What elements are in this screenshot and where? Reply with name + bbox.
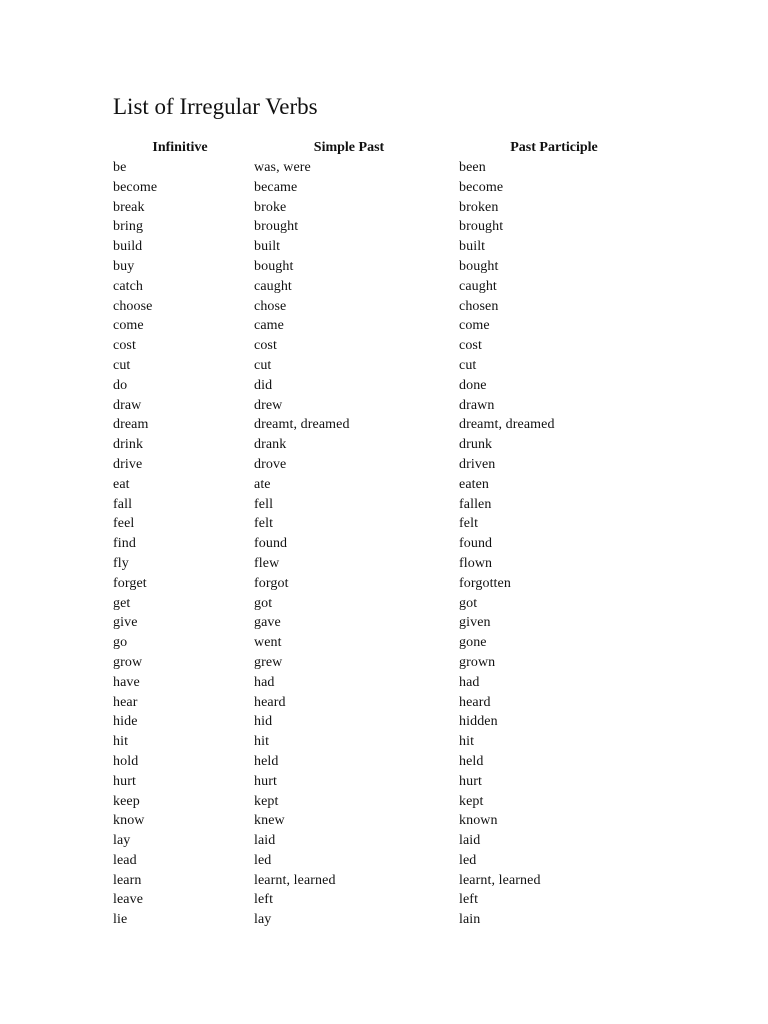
cell-simple-past: got <box>254 595 273 611</box>
cell-past-participle: held <box>459 753 484 769</box>
cell-past-participle: come <box>459 318 490 334</box>
table-row <box>0 495 768 515</box>
cell-simple-past: drew <box>254 397 283 413</box>
table-row <box>0 831 768 851</box>
cell-past-participle: eaten <box>459 476 490 492</box>
cell-infinitive: hold <box>113 753 139 769</box>
table-row <box>0 415 768 435</box>
cell-simple-past: cut <box>254 357 272 373</box>
cell-past-participle: felt <box>459 516 479 532</box>
cell-past-participle: led <box>459 852 477 868</box>
cell-infinitive: find <box>113 536 136 552</box>
cell-infinitive: lay <box>113 833 131 849</box>
cell-simple-past: grew <box>254 654 283 670</box>
cell-simple-past: did <box>254 377 273 393</box>
cell-past-participle: grown <box>459 654 496 670</box>
cell-infinitive: break <box>113 199 145 215</box>
cell-simple-past: learnt, learned <box>254 872 336 888</box>
table-row <box>0 772 768 792</box>
cell-past-participle: hurt <box>459 773 482 789</box>
table-row <box>0 396 768 416</box>
cell-simple-past: found <box>254 536 288 552</box>
cell-past-participle: bought <box>459 258 499 274</box>
cell-past-participle: flown <box>459 555 493 571</box>
cell-infinitive: drive <box>113 456 143 472</box>
table-row <box>0 297 768 317</box>
cell-past-participle: learnt, learned <box>459 872 541 888</box>
cell-past-participle: had <box>459 674 480 690</box>
cell-past-participle: found <box>459 536 493 552</box>
cell-past-participle: heard <box>459 694 491 710</box>
cell-simple-past: forgot <box>254 575 289 591</box>
table-row <box>0 554 768 574</box>
verb-table <box>0 158 768 930</box>
cell-infinitive: catch <box>113 278 144 294</box>
table-row <box>0 217 768 237</box>
cell-past-participle: drunk <box>459 437 493 453</box>
cell-simple-past: left <box>254 892 274 908</box>
cell-past-participle: done <box>459 377 487 393</box>
table-row <box>0 198 768 218</box>
cell-infinitive: buy <box>113 258 135 274</box>
cell-infinitive: learn <box>113 872 142 888</box>
cell-simple-past: hurt <box>254 773 277 789</box>
cell-infinitive: hit <box>113 734 129 750</box>
table-row <box>0 752 768 772</box>
cell-past-participle: hit <box>459 734 475 750</box>
table-row <box>0 613 768 633</box>
cell-infinitive: come <box>113 318 144 334</box>
cell-infinitive: eat <box>113 476 130 492</box>
cell-infinitive: do <box>113 377 128 393</box>
cell-simple-past: had <box>254 674 275 690</box>
table-row <box>0 435 768 455</box>
cell-simple-past: became <box>254 179 298 195</box>
cell-past-participle: lain <box>459 912 481 928</box>
cell-simple-past: knew <box>254 813 285 829</box>
table-row <box>0 376 768 396</box>
table-row <box>0 594 768 614</box>
cell-past-participle: gone <box>459 635 487 651</box>
table-row <box>0 455 768 475</box>
cell-past-participle: cut <box>459 357 477 373</box>
table-row <box>0 851 768 871</box>
table-row <box>0 890 768 910</box>
cell-infinitive: grow <box>113 654 143 670</box>
table-row <box>0 237 768 257</box>
cell-simple-past: drove <box>254 456 287 472</box>
cell-simple-past: fell <box>254 496 274 512</box>
table-row <box>0 811 768 831</box>
cell-simple-past: built <box>254 239 281 255</box>
cell-simple-past: hit <box>254 734 270 750</box>
table-row <box>0 514 768 534</box>
table-row <box>0 178 768 198</box>
cell-simple-past: laid <box>254 833 276 849</box>
cell-simple-past: brought <box>254 219 299 235</box>
cell-infinitive: leave <box>113 892 144 908</box>
cell-past-participle: become <box>459 179 504 195</box>
cell-past-participle: fallen <box>459 496 492 512</box>
table-row <box>0 871 768 891</box>
cell-past-participle: caught <box>459 278 497 294</box>
table-row <box>0 693 768 713</box>
cell-infinitive: draw <box>113 397 142 413</box>
cell-simple-past: lay <box>254 912 272 928</box>
cell-past-participle: cost <box>459 338 482 354</box>
cell-infinitive: dream <box>113 417 149 433</box>
table-row <box>0 712 768 732</box>
cell-past-participle: left <box>459 892 479 908</box>
cell-infinitive: fall <box>113 496 133 512</box>
cell-infinitive: keep <box>113 793 140 809</box>
table-row <box>0 653 768 673</box>
cell-simple-past: went <box>254 635 282 651</box>
cell-past-participle: dreamt, dreamed <box>459 417 555 433</box>
table-row <box>0 336 768 356</box>
cell-simple-past: kept <box>254 793 279 809</box>
cell-infinitive: fly <box>113 555 129 571</box>
cell-past-participle: hidden <box>459 714 498 730</box>
cell-infinitive: get <box>113 595 131 611</box>
cell-infinitive: feel <box>113 516 135 532</box>
cell-simple-past: broke <box>254 199 287 215</box>
table-row <box>0 158 768 178</box>
cell-infinitive: hide <box>113 714 138 730</box>
cell-simple-past: was, were <box>254 160 311 175</box>
cell-infinitive: lead <box>113 852 137 868</box>
cell-simple-past: chose <box>254 298 287 314</box>
table-header <box>0 138 768 158</box>
cell-past-participle: laid <box>459 833 481 849</box>
cell-infinitive: forget <box>113 575 147 591</box>
cell-simple-past: held <box>254 753 279 769</box>
table-row <box>0 475 768 495</box>
column-header-simple-past: Simple Past <box>313 140 385 155</box>
cell-past-participle: broken <box>459 199 499 215</box>
cell-simple-past: gave <box>254 615 281 631</box>
table-row <box>0 792 768 812</box>
cell-simple-past: dreamt, dreamed <box>254 417 350 433</box>
cell-infinitive: cost <box>113 338 136 354</box>
cell-simple-past: drank <box>254 437 287 453</box>
cell-past-participle: drawn <box>459 397 495 413</box>
cell-simple-past: came <box>254 318 284 334</box>
cell-simple-past: ate <box>254 476 271 492</box>
column-header-infinitive: Infinitive <box>152 140 208 155</box>
column-header-past-participle: Past Participle <box>510 140 598 155</box>
cell-infinitive: become <box>113 179 158 195</box>
cell-infinitive: drink <box>113 437 144 453</box>
cell-past-participle: built <box>459 239 486 255</box>
table-row <box>0 356 768 376</box>
cell-past-participle: chosen <box>459 298 499 314</box>
cell-simple-past: felt <box>254 516 274 532</box>
cell-past-participle: kept <box>459 793 484 809</box>
cell-infinitive: lie <box>113 912 128 928</box>
cell-simple-past: led <box>254 852 272 868</box>
table-row <box>0 732 768 752</box>
cell-simple-past: heard <box>254 694 286 710</box>
cell-infinitive: choose <box>113 298 153 314</box>
cell-past-participle: forgotten <box>459 575 511 591</box>
cell-past-participle: given <box>459 615 491 631</box>
cell-infinitive: bring <box>113 219 144 235</box>
cell-past-participle: got <box>459 595 478 611</box>
cell-infinitive: build <box>113 239 143 255</box>
cell-infinitive: have <box>113 674 140 690</box>
table-row <box>0 316 768 336</box>
cell-past-participle: known <box>459 813 498 829</box>
table-row <box>0 673 768 693</box>
cell-past-participle: brought <box>459 219 504 235</box>
cell-simple-past: bought <box>254 258 294 274</box>
table-row <box>0 257 768 277</box>
cell-infinitive: hurt <box>113 773 136 789</box>
cell-infinitive: cut <box>113 357 131 373</box>
cell-simple-past: hid <box>254 714 273 730</box>
table-row <box>0 277 768 297</box>
cell-simple-past: cost <box>254 338 277 354</box>
page-title: List of Irregular Verbs <box>113 94 318 119</box>
table-row <box>0 534 768 554</box>
table-row <box>0 574 768 594</box>
cell-infinitive: be <box>113 160 127 175</box>
cell-simple-past: flew <box>254 555 280 571</box>
cell-past-participle: driven <box>459 456 496 472</box>
cell-infinitive: give <box>113 615 138 631</box>
table-row <box>0 910 768 930</box>
cell-infinitive: know <box>113 813 145 829</box>
cell-simple-past: caught <box>254 278 292 294</box>
cell-past-participle: been <box>459 160 486 175</box>
cell-infinitive: hear <box>113 694 138 710</box>
cell-infinitive: go <box>113 635 128 651</box>
table-row <box>0 633 768 653</box>
